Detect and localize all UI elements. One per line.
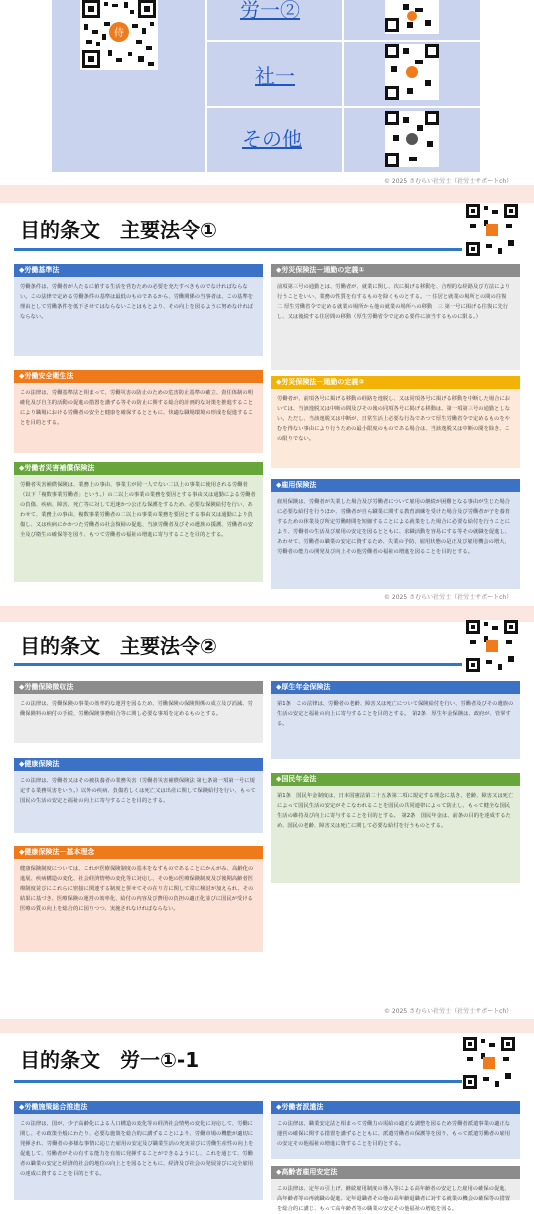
box-elderly-employment: [271, 1166, 520, 1212]
page-separator: [0, 1019, 534, 1033]
box-text: この法律は、労働基準法と相まって、労働災害の防止のための危害防止基準の確立、責任体制の明確化及び自主的活動の促進の措置を講ずる等その防止に関する総合的計画的な対策を推進することにより職場における労働者の安全と健康を確保するとともに、快適な職場環境の形成を促進することを目的とする。: [14, 383, 263, 453]
page-separator: [0, 185, 534, 203]
box-commute-1: [271, 264, 520, 370]
box-health-insurance: [14, 758, 263, 833]
box-worker-dispatch: [271, 1101, 520, 1159]
link-roichi-2[interactable]: 労一②: [240, 0, 300, 22]
box-title: ◆労働者災害補償保険法: [14, 462, 263, 475]
link-shaichi[interactable]: 社一: [255, 66, 295, 88]
box-title: ◆健康保険法: [14, 758, 263, 771]
box-text: この法律は、労働者又はその被扶養者の業務災害（労働者災害補償保険法 第七条第一項第一号に規定する業務災害をいう。）以外の疾病、負傷若しくは死亡又は出産に関して保険給付を行い、もって国民の生活の安定と福祉の向上に寄与することを目的とする。: [14, 771, 263, 833]
box-health-insurance-principle: [14, 846, 263, 952]
page-separator: [0, 606, 534, 622]
box-title: ◆雇用保険法: [271, 479, 520, 492]
qr-code-icon: [463, 1037, 515, 1089]
page-title: 目的条文 労一①-1: [20, 1048, 200, 1072]
box-text: この法律は、職業安定法と相まって労働力の需給の適正な調整を図るため労働者派遣事業の適正な運営の確保に関する措置を講ずるとともに、派遣労働者の保護等を図り、もって派遣労働者の雇用の安定その他福祉の増進に資することを目的とする。: [271, 1114, 520, 1159]
box-national-pension: [271, 773, 520, 883]
box-title: ◆国民年金法: [271, 773, 520, 786]
copyright: © 2025 さむらい社労士（社労士サポートch）: [384, 594, 513, 601]
box-text: 雇用保険は、労働者が失業した場合及び労働者について雇用の継続が困難となる事由が生じた場合に必要な給付を行うほか、労働者が自ら職業に関する教育訓練を受けた場合及び労働者が子を養育するための休業及び所定労働時間を短縮することによる就業をした場合に必要な給付を行うことにより、労働者の生活及び雇用の安定を図るとともに、求職活動を容易にする等その就職を促進し、あわせて、労働者の職業の安定に資するため、失業の予防、雇用状態の是正及び雇用機会の増大、労働者の能力の開発及び向上その他労働者の福祉の増進を図ることを目的とする。: [271, 492, 520, 589]
box-text: 第1条 国民年金制度は、日本国憲法第二十五条第二項に規定する理念に基き、老齢、障害又は死亡によって国民生活の安定がそこなわれることを国民の共同連帯によって防止し、もって健全な国民生活の維持及び向上に寄与することを目的とする。 第2条 国民年金は、前条の目的を達成するため、国民の老齢、障害又は死亡に関して必要な給付を行うものとする。: [271, 786, 520, 883]
qr-code-icon: [80, 0, 158, 70]
box-title: ◆厚生年金保険法: [271, 681, 520, 694]
box-text: この法律は、定年の引上げ、継続雇用制度の導入等による高年齢者の安定した雇用の確保の促進、高年齢者等の再就職の促進、定年退職者その他の高年齢退職者に対する就業の機会の確保等の措置を総合的に講じ、もって高年齢者等の職業の安定その他福祉の増進を図る。: [271, 1179, 520, 1200]
box-employees-pension: [271, 681, 520, 759]
box-safety-health: [14, 370, 263, 453]
box-text: 健康保険制度については、これが医療保険制度の基本をなすものであることにかんがみ、高齢化の進展、疾病構造の変化、社会経済情勢の変化等に対応し、その他の医療保険制度及び後期高齢者医療制度並びにこれらに密接に関連する制度と併せてその在り方に関して常に検討が加えられ、その結果に基づき、医療保険の運営の効率化、給付の内容及び費用の負担の適正化並びに国民が受ける医療の質の向上を総合的に図りつつ、実施されなければならない。: [14, 859, 263, 952]
box-text: 労働者災害補償保険は、業務上の事由、事業主が同一人でない二以上の事業に使用される労働者（以下「複数事業労働者」という。）の二以上の事業の業務を要因とする事由又は通勤による労働者の負傷、疾病、障害、死亡等に対して迅速かつ公正な保護をするため、必要な保険給付を行い、あわせて、業務上の事由、複数事業労働者の二以上の事業の業務を要因とする事由又は通勤により負傷し、又は疾病にかかつた労働者の社会復帰の促進、当該労働者及びその遺族の援護、労働者の安全及び衛生の確保等を図り、もつて労働者の福祉の増進に寄与することを目的とする。: [14, 475, 263, 582]
box-title: ◆高齢者雇用安定法: [271, 1166, 520, 1179]
box-collection-act: [14, 681, 263, 743]
box-commute-2: [271, 376, 520, 468]
qr-code-icon: [385, 0, 439, 34]
box-title: ◆労働者派遣法: [271, 1101, 520, 1114]
copyright: © 2025 さむらい社労士（社労士サポートch）: [384, 178, 513, 185]
box-title: ◆健康保険法－基本理念: [14, 846, 263, 859]
box-labor-standards: [14, 264, 263, 356]
box-labor-policy: [14, 1101, 263, 1200]
copyright: © 2025 さむらい社労士（社労士サポートch）: [384, 1008, 513, 1015]
box-title: ◆労働保険徴収法: [14, 681, 263, 694]
box-text: 労働条件は、労働者が人たるに値する生活を営むための必要を充たすべきものでなければならない。この法律で定める労働条件の基準は最低のものであるから、労働関係の当事者は、この基準を理由として労働条件を低下させてはならないことはもとより、その向上を図るように努めなければならない。: [14, 277, 263, 356]
box-title: ◆労働安全衛生法: [14, 370, 263, 383]
title-underline: [14, 248, 462, 251]
box-title: ◆労働基準法: [14, 264, 263, 277]
box-text: 前項第三号の通勤とは、労働者が、就業に関し、次に掲げる移動を、合理的な経路及び方法により行うことをいい、業務の性質を有するものを除くものとする。一 住居と就業の場所との間の往復 二 厚生労働省令で定める就業の場所から他の就業の場所への移動 三 第一号に掲げる往復に先行し、又は後続する住居間の移動（厚生労働省令で定める要件に該当するものに限る。）: [271, 277, 520, 370]
table-divider-h: [205, 40, 480, 42]
qr-code-icon: [466, 620, 518, 672]
table-divider-h2: [205, 106, 480, 108]
title-underline: [14, 1080, 462, 1083]
qr-code-icon: [385, 44, 439, 100]
qr-code-icon: [385, 111, 439, 167]
svg-text:侍: 侍: [114, 28, 124, 39]
box-title: ◆労災保険法－通勤の定義②: [271, 376, 520, 389]
page-title: 目的条文 主要法令①: [20, 218, 217, 242]
table-divider-v2: [342, 0, 344, 172]
box-text: 労働者が、前項各号に掲げる移動の経路を逸脱し、又は同項各号に掲げる移動を中断した場合においては、当該逸脱又は中断の間及びその後の同項各号に掲げる移動は、第一項第三号の通勤としない。ただし、当該逸脱又は中断が、日常生活上必要な行為であつて厚生労働省令で定めるものをやむを得ない事由により行うための最小限度のものである場合は、当該逸脱又は中断の間を除き、この限りでない。: [271, 389, 520, 468]
qr-code-icon: [466, 204, 518, 256]
box-text: 第1条 この法律は、労働者の老齢、障害又は死亡について保険給付を行い、労働者及びその遺族の生活の安定と福祉の向上に寄与することを目的とする。 第2条 厚生年金保険は、政府が、管掌する。: [271, 694, 520, 759]
box-employment-insurance: [271, 479, 520, 589]
link-sonota[interactable]: その他: [242, 129, 302, 151]
table-divider-v: [205, 0, 207, 172]
box-title: ◆労災保険法－通勤の定義①: [271, 264, 520, 277]
box-text: この法律は、国が、少子高齢化による人口構造の変化等の経済社会情勢の変化に対応して、労働に関し、その政策全般にわたり、必要な施策を総合的に講ずることにより、労働市場の機能が適切に発揮され、労働者の多様な事情に応じた雇用の安定及び職業生活の充実並びに労働生産性の向上を促進して、労働者がその有する能力を有効に発揮することができるようにし、これを通じて、労働者の職業の安定と経済的社会的地位の向上とを図るとともに、経済及び社会の発展並びに完全雇用の達成に資することを目的とする。: [14, 1114, 263, 1200]
box-title: ◆労働施策総合推進法: [14, 1101, 263, 1114]
box-workers-comp: [14, 462, 263, 582]
page-title: 目的条文 主要法令②: [20, 634, 217, 658]
box-text: この法律は、労働保険の事業の効率的な運営を図るため、労働保険の保険関係の成立及び消滅、労働保険料の納付の手続、労働保険事務組合等に関し必要な事項を定めるものとする。: [14, 694, 263, 743]
title-underline: [14, 663, 462, 666]
